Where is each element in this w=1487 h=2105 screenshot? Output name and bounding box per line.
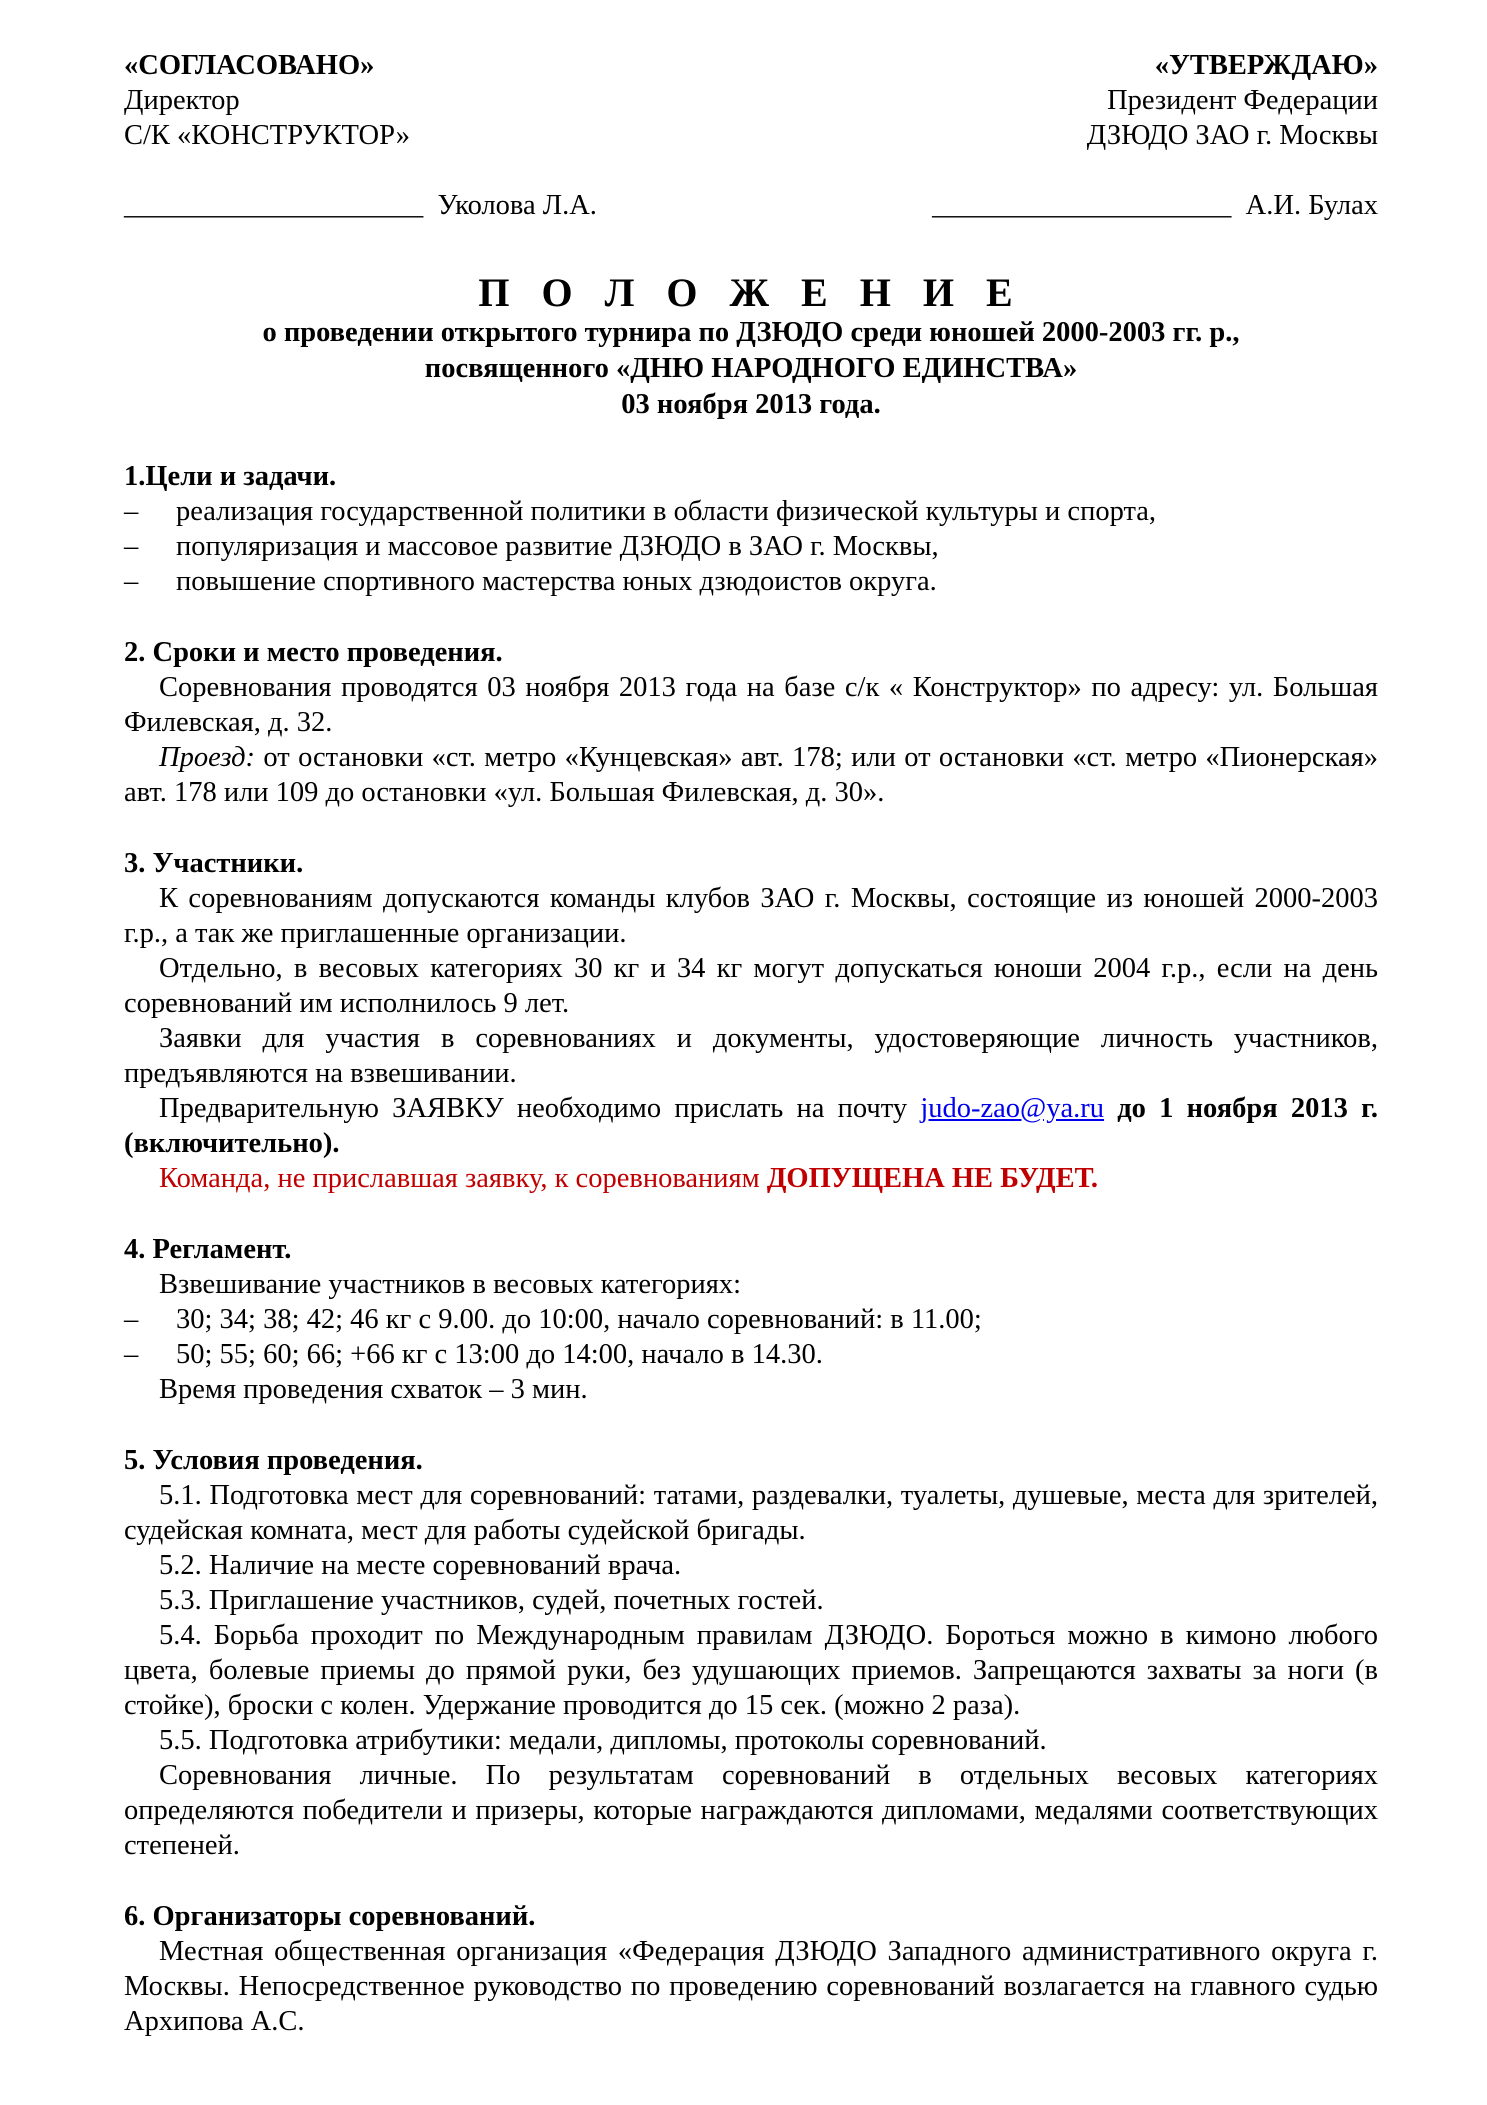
section-dates-venue: [124, 635, 1378, 810]
document-title: П О Л О Ж Е Н И Е: [478, 270, 1024, 315]
paragraph: 5.2. Наличие на месте соревнований врача.: [159, 1550, 682, 1581]
approved-position: Президент Федерации: [1107, 85, 1378, 116]
agreed-signer-name: Уколова Л.А.: [437, 190, 597, 221]
paragraph: К соревнованиям допускаются команды клубов ЗАО г. Москвы, состоящие из юношей 2000-2003 г.р., а так же приглашенные организации.: [124, 883, 1378, 949]
section-heading: 5. Условия проведения.: [124, 1445, 423, 1476]
application-text: Предварительную ЗАЯВКУ необходимо прислать на почту: [159, 1093, 921, 1124]
approved-caption: «УТВЕРЖДАЮ»: [1154, 50, 1378, 81]
directions-text: от остановки «ст. метро «Кунцевская» авт. 178; или от остановки «ст. метро «Пионерская» авт. 178 или 109 до остановки «ул. Большая Филевская, д. 30».: [124, 742, 1378, 808]
dash-bullet: –: [124, 496, 139, 527]
warning-paragraph: [124, 1161, 1378, 1196]
section-heading: 3. Участники.: [124, 848, 304, 879]
subtitle-line: посвященного «ДНЮ НАРОДНОГО ЕДИНСТВА»: [424, 353, 1078, 384]
paragraph: Время проведения схваток – 3 мин.: [159, 1374, 588, 1405]
section-heading: 4. Регламент.: [124, 1234, 292, 1265]
directions-paragraph: [124, 740, 1378, 810]
section-participants: [124, 846, 1378, 1196]
warning-emphasis: ДОПУЩЕНА НЕ БУДЕТ.: [766, 1163, 1098, 1194]
subtitle-line: 03 ноября 2013 года.: [621, 389, 881, 420]
approved-signature: [932, 188, 1378, 223]
list-item: [124, 494, 1378, 529]
agreed-organization: С/К «КОНСТРУКТОР»: [124, 120, 410, 151]
section-schedule: [124, 1232, 1378, 1407]
list-item: [124, 529, 1378, 564]
paragraph: Взвешивание участников в весовых категориях:: [159, 1269, 742, 1300]
application-paragraph: [124, 1091, 1378, 1161]
subtitle-line: о проведении открытого турнира по ДЗЮДО среди юношей 2000-2003 гг. р.,: [262, 317, 1240, 348]
signature-row: [124, 188, 1378, 223]
paragraph: Соревнования проводятся 03 ноября 2013 года на базе с/к « Конструктор» по адресу: ул. Большая Филевская, д. 32.: [124, 672, 1378, 738]
application-deadline: до 1 ноября 2013 г. (включительно).: [124, 1093, 1378, 1159]
list-item-text: 50; 55; 60; 66; +66 кг с 13:00 до 14:00, начало в 14.30.: [176, 1339, 823, 1370]
section-conditions: [124, 1443, 1378, 1863]
dash-bullet: –: [124, 531, 139, 562]
paragraph: Отдельно, в весовых категориях 30 кг и 34 кг могут допускаться юноши 2004 г.р., если на день соревнований им исполнилось 9 лет.: [124, 953, 1378, 1019]
section-heading: 2. Сроки и место проведения.: [124, 637, 503, 668]
agreed-signature: [124, 188, 597, 223]
list-item: [124, 564, 1378, 599]
dash-bullet: –: [124, 566, 139, 597]
paragraph: 5.4. Борьба проходит по Международным правилам ДЗЮДО. Бороться можно в кимоно любого цвета, болевые приемы до прямой руки, без удушающих приемов. Запрещаются захваты за ноги (в стойке), броски с колен. Удержание проводится до 15 сек. (можно 2 раза).: [124, 1620, 1378, 1721]
section-heading: 6. Организаторы соревнований.: [124, 1901, 536, 1932]
section-heading: 1.Цели и задачи.: [124, 461, 337, 492]
approved-signature-line: _____________________: [932, 190, 1232, 221]
dash-bullet: –: [124, 1304, 139, 1335]
agreed-position: Директор: [124, 85, 240, 116]
email-link[interactable]: judo-zao@ya.ru: [920, 1093, 1105, 1124]
paragraph: Заявки для участия в соревнованиях и документы, удостоверяющие личность участников, предъявляются на взвешивании.: [124, 1023, 1378, 1089]
list-item-text: реализация государственной политики в области физической культуры и спорта,: [176, 496, 1157, 527]
header-approved: [1087, 48, 1378, 153]
list-item: [124, 1302, 1378, 1337]
paragraph: Соревнования личные. По результатам соревнований в отдельных весовых категориях определяются победители и призеры, которые награждаются дипломами, медалями соответствующих степеней.: [124, 1760, 1378, 1861]
header-agreed: [124, 48, 410, 153]
section-goals: [124, 459, 1378, 599]
agreed-signature-line: _____________________: [124, 190, 424, 221]
document-subtitle: [124, 315, 1378, 423]
approved-signer-name: А.И. Булах: [1245, 190, 1378, 221]
list-item-text: популяризация и массовое развитие ДЗЮДО в ЗАО г. Москвы,: [176, 531, 939, 562]
list-item-text: повышение спортивного мастерства юных дзюдоистов округа.: [176, 566, 937, 597]
approved-organization: ДЗЮДО ЗАО г. Москвы: [1086, 120, 1378, 151]
agreed-caption: «СОГЛАСОВАНО»: [124, 50, 375, 81]
paragraph: Местная общественная организация «Федерация ДЗЮДО Западного административного округа г. Москвы. Непосредственное руководство по проведению соревнований возлагается на главного судью Архипова А.С.: [124, 1936, 1378, 2037]
header-approvals: [124, 48, 1378, 153]
section-organizers: [124, 1899, 1378, 2039]
list-item-text: 30; 34; 38; 42; 46 кг с 9.00. до 10:00, начало соревнований: в 11.00;: [176, 1304, 982, 1335]
dash-bullet: –: [124, 1339, 139, 1370]
paragraph: 5.3. Приглашение участников, судей, почетных гостей.: [159, 1585, 824, 1616]
list-item: [124, 1337, 1378, 1372]
document-page: [124, 48, 1378, 2039]
paragraph: 5.5. Подготовка атрибутики: медали, дипломы, протоколы соревнований.: [159, 1725, 1047, 1756]
paragraph: 5.1. Подготовка мест для соревнований: татами, раздевалки, туалеты, душевые, места для зрителей, судейская комната, мест для работы судейской бригады.: [124, 1480, 1378, 1546]
directions-label: Проезд:: [159, 742, 256, 773]
warning-text: Команда, не приславшая заявку, к соревнованиям: [159, 1163, 767, 1194]
